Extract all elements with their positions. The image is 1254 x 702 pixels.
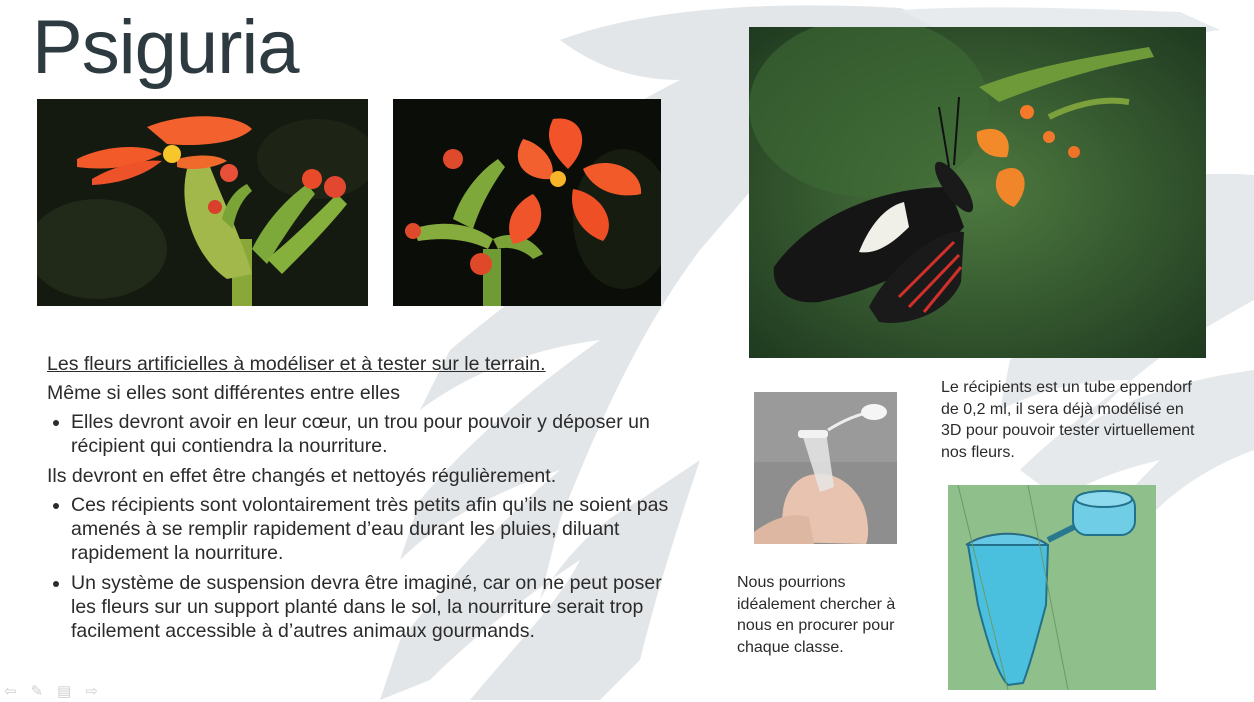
bullet-item: • Ces récipients sont volontairement très petits afin qu’ils ne soient pas amenés à se remplir rapidement d’eau durant les pluies, diluant rapidement la nourriture.: [71, 493, 687, 565]
intro-text: Même si elles sont différentes entre elles: [47, 382, 400, 404]
buy-note: Nous pourrions idéalement chercher à nous en procurer pour chaque classe.: [737, 574, 896, 656]
tube-3d-model: [948, 485, 1156, 690]
pen-icon[interactable]: ✎: [30, 683, 44, 700]
flower-photo-1: [37, 99, 368, 306]
section-heading: Les fleurs artificielles à modéliser et à tester sur le terrain.: [47, 353, 546, 375]
tube-in-hand-photo: [754, 392, 897, 544]
arrow-left-icon[interactable]: ⇦: [4, 683, 17, 700]
bullet-list-2: [47, 493, 687, 643]
bullet-item: • Un système de suspension devra être imaginé, car on ne peut poser les fleurs sur un support planté dans le sol, la nourriture serait trop facilement accessible à d’autres animaux gourmands.: [71, 571, 687, 643]
slide-navigation: [4, 682, 98, 700]
arrow-right-icon[interactable]: ⇨: [85, 683, 98, 700]
flower-photo-2: [393, 99, 661, 306]
slide-title: Psiguria: [32, 5, 299, 90]
menu-icon[interactable]: ▤: [57, 683, 72, 700]
tube-note: Le récipients est un tube eppendorf de 0,2 ml, il sera déjà modélisé en 3D pour pouvoir tester virtuellement nos fleurs.: [941, 379, 1195, 461]
middle-text: Ils devront en effet être changés et nettoyés régulièrement.: [47, 465, 557, 487]
body-text: [47, 352, 687, 649]
butterfly-photo: [749, 27, 1206, 358]
bullet-item: • Elles devront avoir en leur cœur, un trou pour pouvoir y déposer un récipient qui contiendra la nourriture.: [71, 410, 687, 458]
bullet-list-1: [47, 410, 687, 458]
